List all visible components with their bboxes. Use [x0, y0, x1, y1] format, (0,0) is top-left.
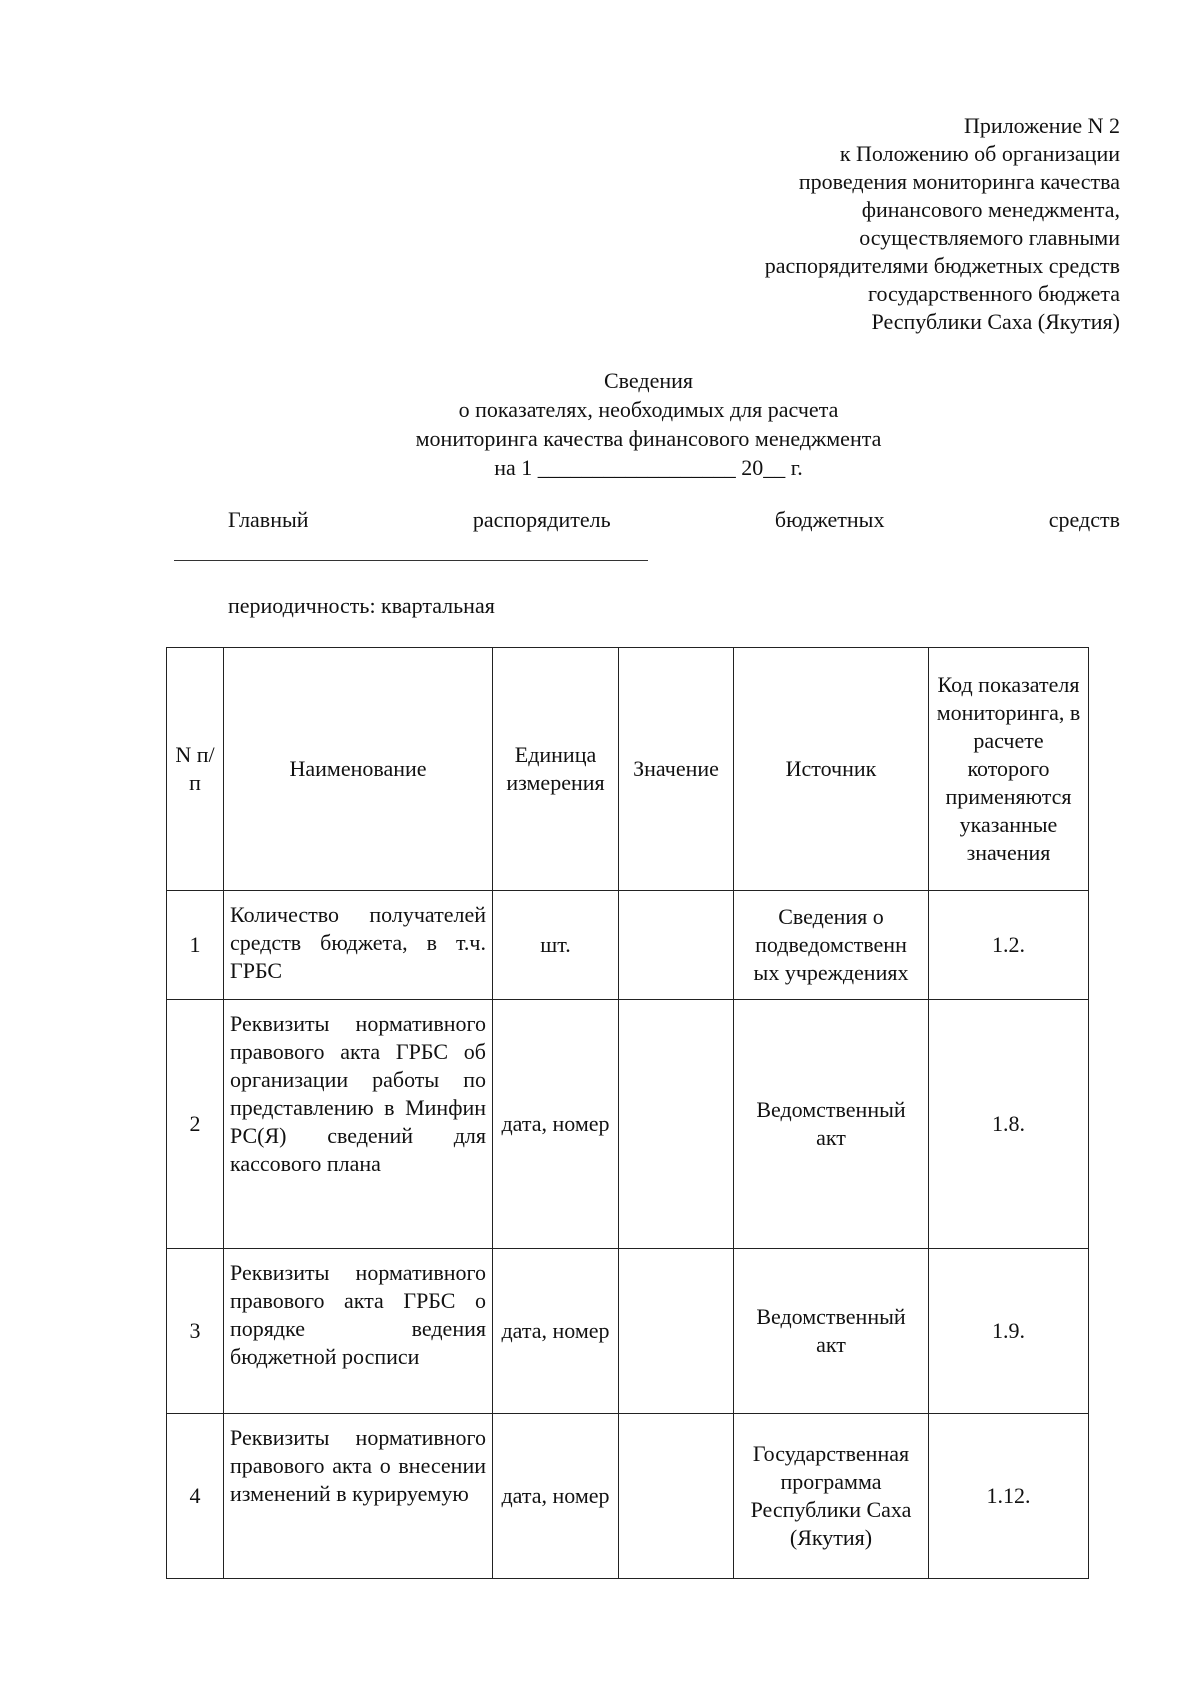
grbs-fill-line	[174, 560, 648, 561]
table-row	[167, 891, 1089, 1000]
table-row	[167, 1000, 1089, 1249]
header-name: Наименование	[224, 648, 493, 891]
cell-code: 1.9.	[929, 1249, 1089, 1414]
cell-name: Реквизиты нормативного правового акта ГРБС об организации работы по представлению в Минфин РС(Я) сведений для кассового плана	[224, 1000, 493, 1249]
appendix-line: осуществляемого главными	[859, 225, 1120, 250]
periodicity: периодичность: квартальная	[228, 593, 495, 618]
cell-unit: шт.	[493, 891, 619, 1000]
cell-code: 1.12.	[929, 1414, 1089, 1579]
cell-num: 3	[167, 1249, 224, 1414]
appendix-line: Приложение N 2	[964, 113, 1120, 138]
cell-source: Ведомственный акт	[734, 1249, 929, 1414]
cell-source: Государственная программа Республики Саха (Якутия)	[734, 1414, 929, 1579]
document-title	[0, 366, 1200, 482]
cell-name: Реквизиты нормативного правового акта ГРБС о порядке ведения бюджетной росписи	[224, 1249, 493, 1414]
cell-name: Количество получателей средств бюджета, в т.ч. ГРБС	[224, 891, 493, 1000]
header-code: Код показателя мониторинга, в расчете которого применяются указанные значения	[929, 648, 1089, 891]
header-source: Источник	[734, 648, 929, 891]
appendix-header	[765, 112, 1120, 336]
title-line: мониторинга качества финансового менеджмента	[415, 426, 882, 451]
table-header-row	[167, 648, 1089, 891]
grbs-word: Главный	[228, 507, 309, 532]
cell-num: 1	[167, 891, 224, 1000]
appendix-line: проведения мониторинга качества	[798, 169, 1120, 194]
grbs-label	[228, 506, 1120, 534]
appendix-line: финансового менеджмента,	[861, 197, 1120, 222]
cell-value[interactable]	[619, 1414, 734, 1579]
table-row	[167, 1414, 1089, 1579]
appendix-line: к Положению об организации	[839, 141, 1120, 166]
cell-source: Сведения о подведомственн ых учреждениях	[734, 891, 929, 1000]
title-date-line: на 1 __________________ 20__ г.	[494, 455, 803, 480]
cell-unit: дата, номер	[493, 1414, 619, 1579]
title-line: о показателях, необходимых для расчета	[458, 397, 839, 422]
grbs-word: средств	[1048, 507, 1120, 532]
appendix-line: распорядителями бюджетных средств	[764, 253, 1120, 278]
appendix-line: государственного бюджета	[867, 281, 1120, 306]
header-num: N п/п	[167, 648, 224, 891]
header-unit: Единица измерения	[493, 648, 619, 891]
cell-value[interactable]	[619, 1000, 734, 1249]
header-value: Значение	[619, 648, 734, 891]
grbs-word: распорядитель	[472, 507, 611, 532]
title-line: Сведения	[603, 368, 694, 393]
cell-unit: дата, номер	[493, 1249, 619, 1414]
grbs-word: бюджетных	[774, 507, 885, 532]
appendix-line: Республики Саха (Якутия)	[871, 309, 1120, 334]
cell-code: 1.8.	[929, 1000, 1089, 1249]
table-row	[167, 1249, 1089, 1414]
cell-num: 2	[167, 1000, 224, 1249]
cell-num: 4	[167, 1414, 224, 1579]
cell-unit: дата, номер	[493, 1000, 619, 1249]
cell-code: 1.2.	[929, 891, 1089, 1000]
cell-name: Реквизиты нормативного правового акта о внесении изменений в курируемую	[224, 1414, 493, 1579]
indicators-table	[166, 647, 1089, 1579]
cell-value[interactable]	[619, 891, 734, 1000]
cell-value[interactable]	[619, 1249, 734, 1414]
cell-source: Ведомственный акт	[734, 1000, 929, 1249]
